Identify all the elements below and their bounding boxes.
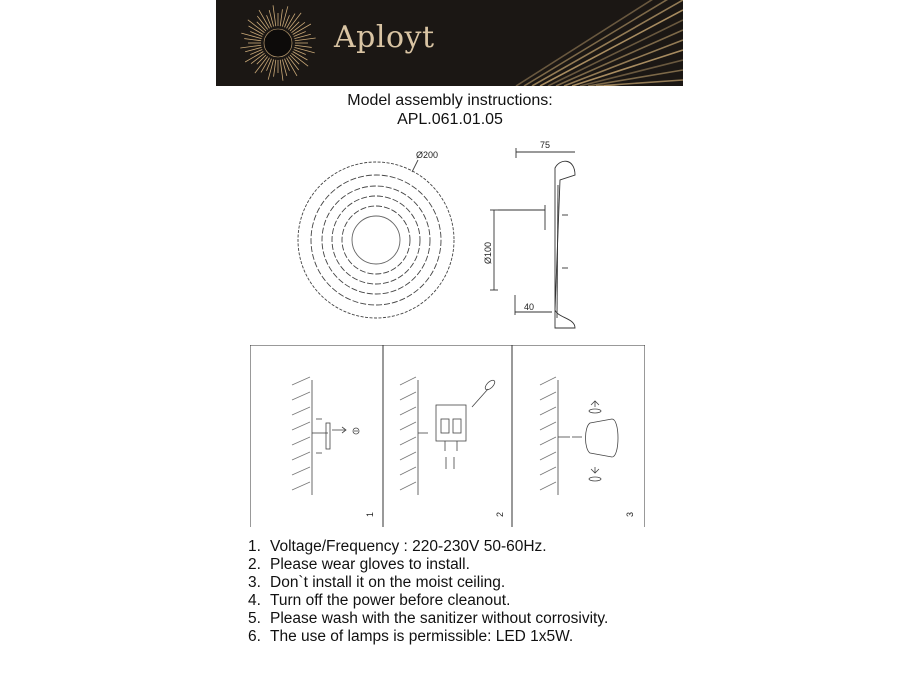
list-item: 1. Voltage/Frequency : 220-230V 50-60Hz. — [248, 538, 547, 555]
step-3-panel — [540, 377, 618, 495]
step-2-number: 2 — [495, 511, 505, 517]
step-1-number: 1 — [365, 511, 375, 517]
page-title: Model assembly instructions: — [347, 92, 553, 109]
instructions-list — [248, 538, 608, 646]
step-2-panel — [400, 377, 496, 495]
list-item: 5. Please wash with the sanitizer without corrosivity. — [248, 610, 609, 627]
list-item: 6. The use of lamps is permissible: LED 1x5W. — [248, 628, 574, 645]
assembly-steps — [250, 345, 645, 527]
side-view — [490, 148, 575, 328]
depth-label: 75 — [540, 140, 551, 150]
mount-depth-label: 40 — [524, 302, 535, 312]
front-view — [298, 160, 454, 318]
mount-diameter-label: Ø100 — [483, 241, 493, 264]
list-item: 2. Please wear gloves to install. — [248, 556, 470, 573]
step-1-panel — [292, 377, 359, 495]
list-item: 4. Turn off the power before cleanout. — [248, 592, 511, 609]
step-3-number: 3 — [625, 511, 635, 517]
brand-name: Aployt — [334, 20, 435, 55]
front-diameter-label: Ø200 — [416, 150, 439, 160]
list-item: 3. Don`t install it on the moist ceiling. — [248, 574, 506, 591]
model-number: APL.061.01.05 — [397, 111, 503, 128]
